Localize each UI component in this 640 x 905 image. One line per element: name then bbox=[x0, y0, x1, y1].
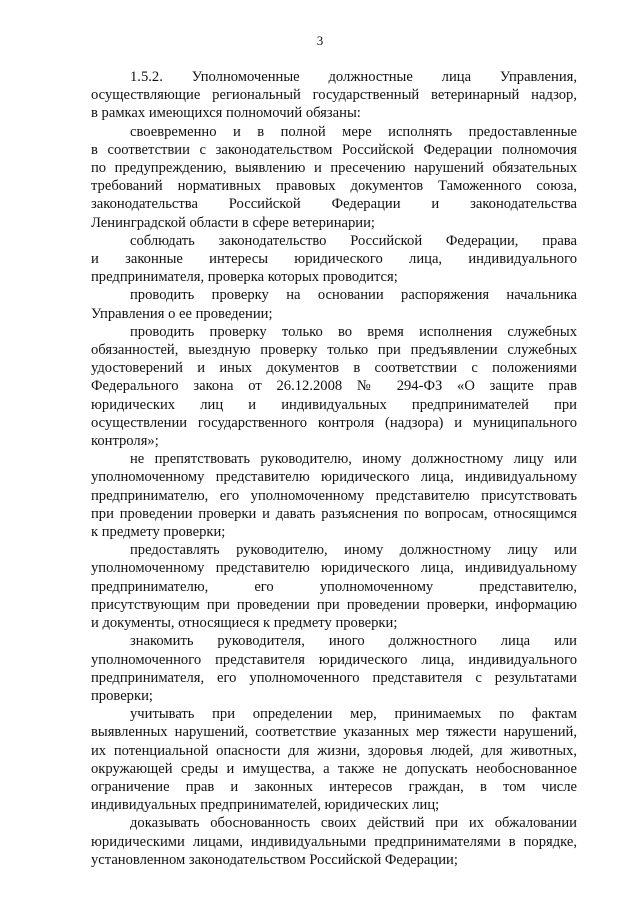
text-line: Управления о ее проведении; bbox=[91, 305, 273, 322]
text-line: выявленных нарушений, соответствие указанных мер тяжести нарушений, bbox=[91, 724, 577, 741]
paragraph bbox=[91, 814, 577, 869]
text-line: уполномоченному представителю юридического лица, индивидуальному bbox=[91, 469, 577, 486]
page-number: 3 bbox=[316, 33, 324, 48]
text-line: предпринимателя, его уполномоченного представителя с результатами bbox=[91, 669, 577, 686]
text-line: осуществляющие региональный государственный ветеринарный надзор, bbox=[91, 87, 577, 104]
text-line: своевременно и в полной мере исполнять предоставленные bbox=[130, 123, 577, 140]
text-line: предоставлять руководителю, иному должностному лицу или bbox=[130, 542, 577, 559]
paragraph bbox=[91, 323, 577, 450]
text-line: проводить проверку только во время исполнения служебных bbox=[130, 323, 577, 340]
paragraph bbox=[91, 286, 577, 322]
paragraph bbox=[91, 541, 577, 632]
paragraph bbox=[91, 450, 577, 541]
text-line: индивидуальных предпринимателей, юридических лиц; bbox=[91, 797, 440, 814]
text-line: в соответствии с законодательством Российской Федерации полномочия bbox=[91, 141, 577, 158]
text-line: присутствующим при проведении при проведении проверки, информацию bbox=[91, 596, 577, 613]
text-line: законодательства Российской Федерации и законодательства bbox=[91, 196, 577, 213]
text-line: осуществлении государственного контроля (надзора) и муниципального bbox=[91, 414, 577, 431]
text-line: юридических лиц и индивидуальных предпринимателей при bbox=[91, 396, 577, 413]
text-line: не препятствовать руководителю, иному должностному лицу или bbox=[130, 451, 577, 468]
text-line: проверки; bbox=[91, 687, 153, 704]
text-line: предпринимателя, проверка которых проводится; bbox=[91, 269, 398, 286]
text-line: учитывать при определении мер, принимаемых по фактам bbox=[130, 706, 577, 723]
paragraph bbox=[91, 68, 577, 123]
text-line: предпринимателю, его уполномоченному представителю, bbox=[91, 578, 577, 595]
text-line: Ленинградской области в сфере ветеринарии; bbox=[91, 214, 375, 231]
text-line: удостоверений и иных документов в соответствии с положениями bbox=[91, 360, 577, 377]
text-line: требований нормативных правовых документов Таможенного союза, bbox=[91, 178, 577, 195]
text-line: уполномоченному представителю юридического лица, индивидуальному bbox=[91, 560, 577, 577]
text-line: установленном законодательством Российской Федерации; bbox=[91, 851, 458, 868]
text-line: ограничение прав и законных интересов граждан, в том числе bbox=[91, 778, 577, 795]
paragraph bbox=[91, 705, 577, 814]
text-line: Федерального закона от 26.12.2008 № 294-ФЗ «О защите прав bbox=[91, 378, 577, 395]
text-line: при проведении проверки и давать разъяснения по вопросам, относящимся bbox=[91, 505, 577, 522]
text-line: и законные интересы юридического лица, индивидуального bbox=[91, 251, 577, 268]
text-line: соблюдать законодательство Российской Федерации, права bbox=[130, 232, 577, 249]
text-line: юридическими лицами, индивидуальными предпринимателями в порядке, bbox=[91, 833, 577, 850]
text-line: предпринимателю, его уполномоченному представителю присутствовать bbox=[91, 487, 577, 504]
text-line: 1.5.2. Уполномоченные должностные лица Управления, bbox=[130, 69, 577, 85]
text-line: окружающей среды и имущества, а также не допускать необоснованное bbox=[91, 760, 577, 777]
text-line: проводить проверку на основании распоряжения начальника bbox=[130, 287, 577, 304]
text-line: знакомить руководителя, иного должностного лица или bbox=[130, 633, 577, 650]
document-body bbox=[91, 68, 577, 869]
text-line: по предупреждению, выявлению и пресечению нарушений обязательных bbox=[91, 160, 577, 177]
text-line: уполномоченного представителя юридического лица, индивидуального bbox=[91, 651, 577, 668]
paragraph bbox=[91, 123, 577, 232]
text-line: доказывать обоснованность своих действий при их обжаловании bbox=[130, 815, 577, 832]
text-line: в рамках имеющихся полномочий обязаны: bbox=[91, 105, 361, 122]
text-line: их потенциальной опасности для жизни, здоровья людей, для животных, bbox=[91, 742, 577, 759]
text-line: и документы, относящиеся к предмету проверки; bbox=[91, 615, 398, 632]
text-line: обязанностей, выездную проверку только при предъявлении служебных bbox=[91, 342, 577, 359]
text-line: контроля»; bbox=[91, 433, 159, 450]
text-line: к предмету проверки; bbox=[91, 524, 226, 541]
paragraph bbox=[91, 232, 577, 287]
paragraph bbox=[91, 632, 577, 705]
